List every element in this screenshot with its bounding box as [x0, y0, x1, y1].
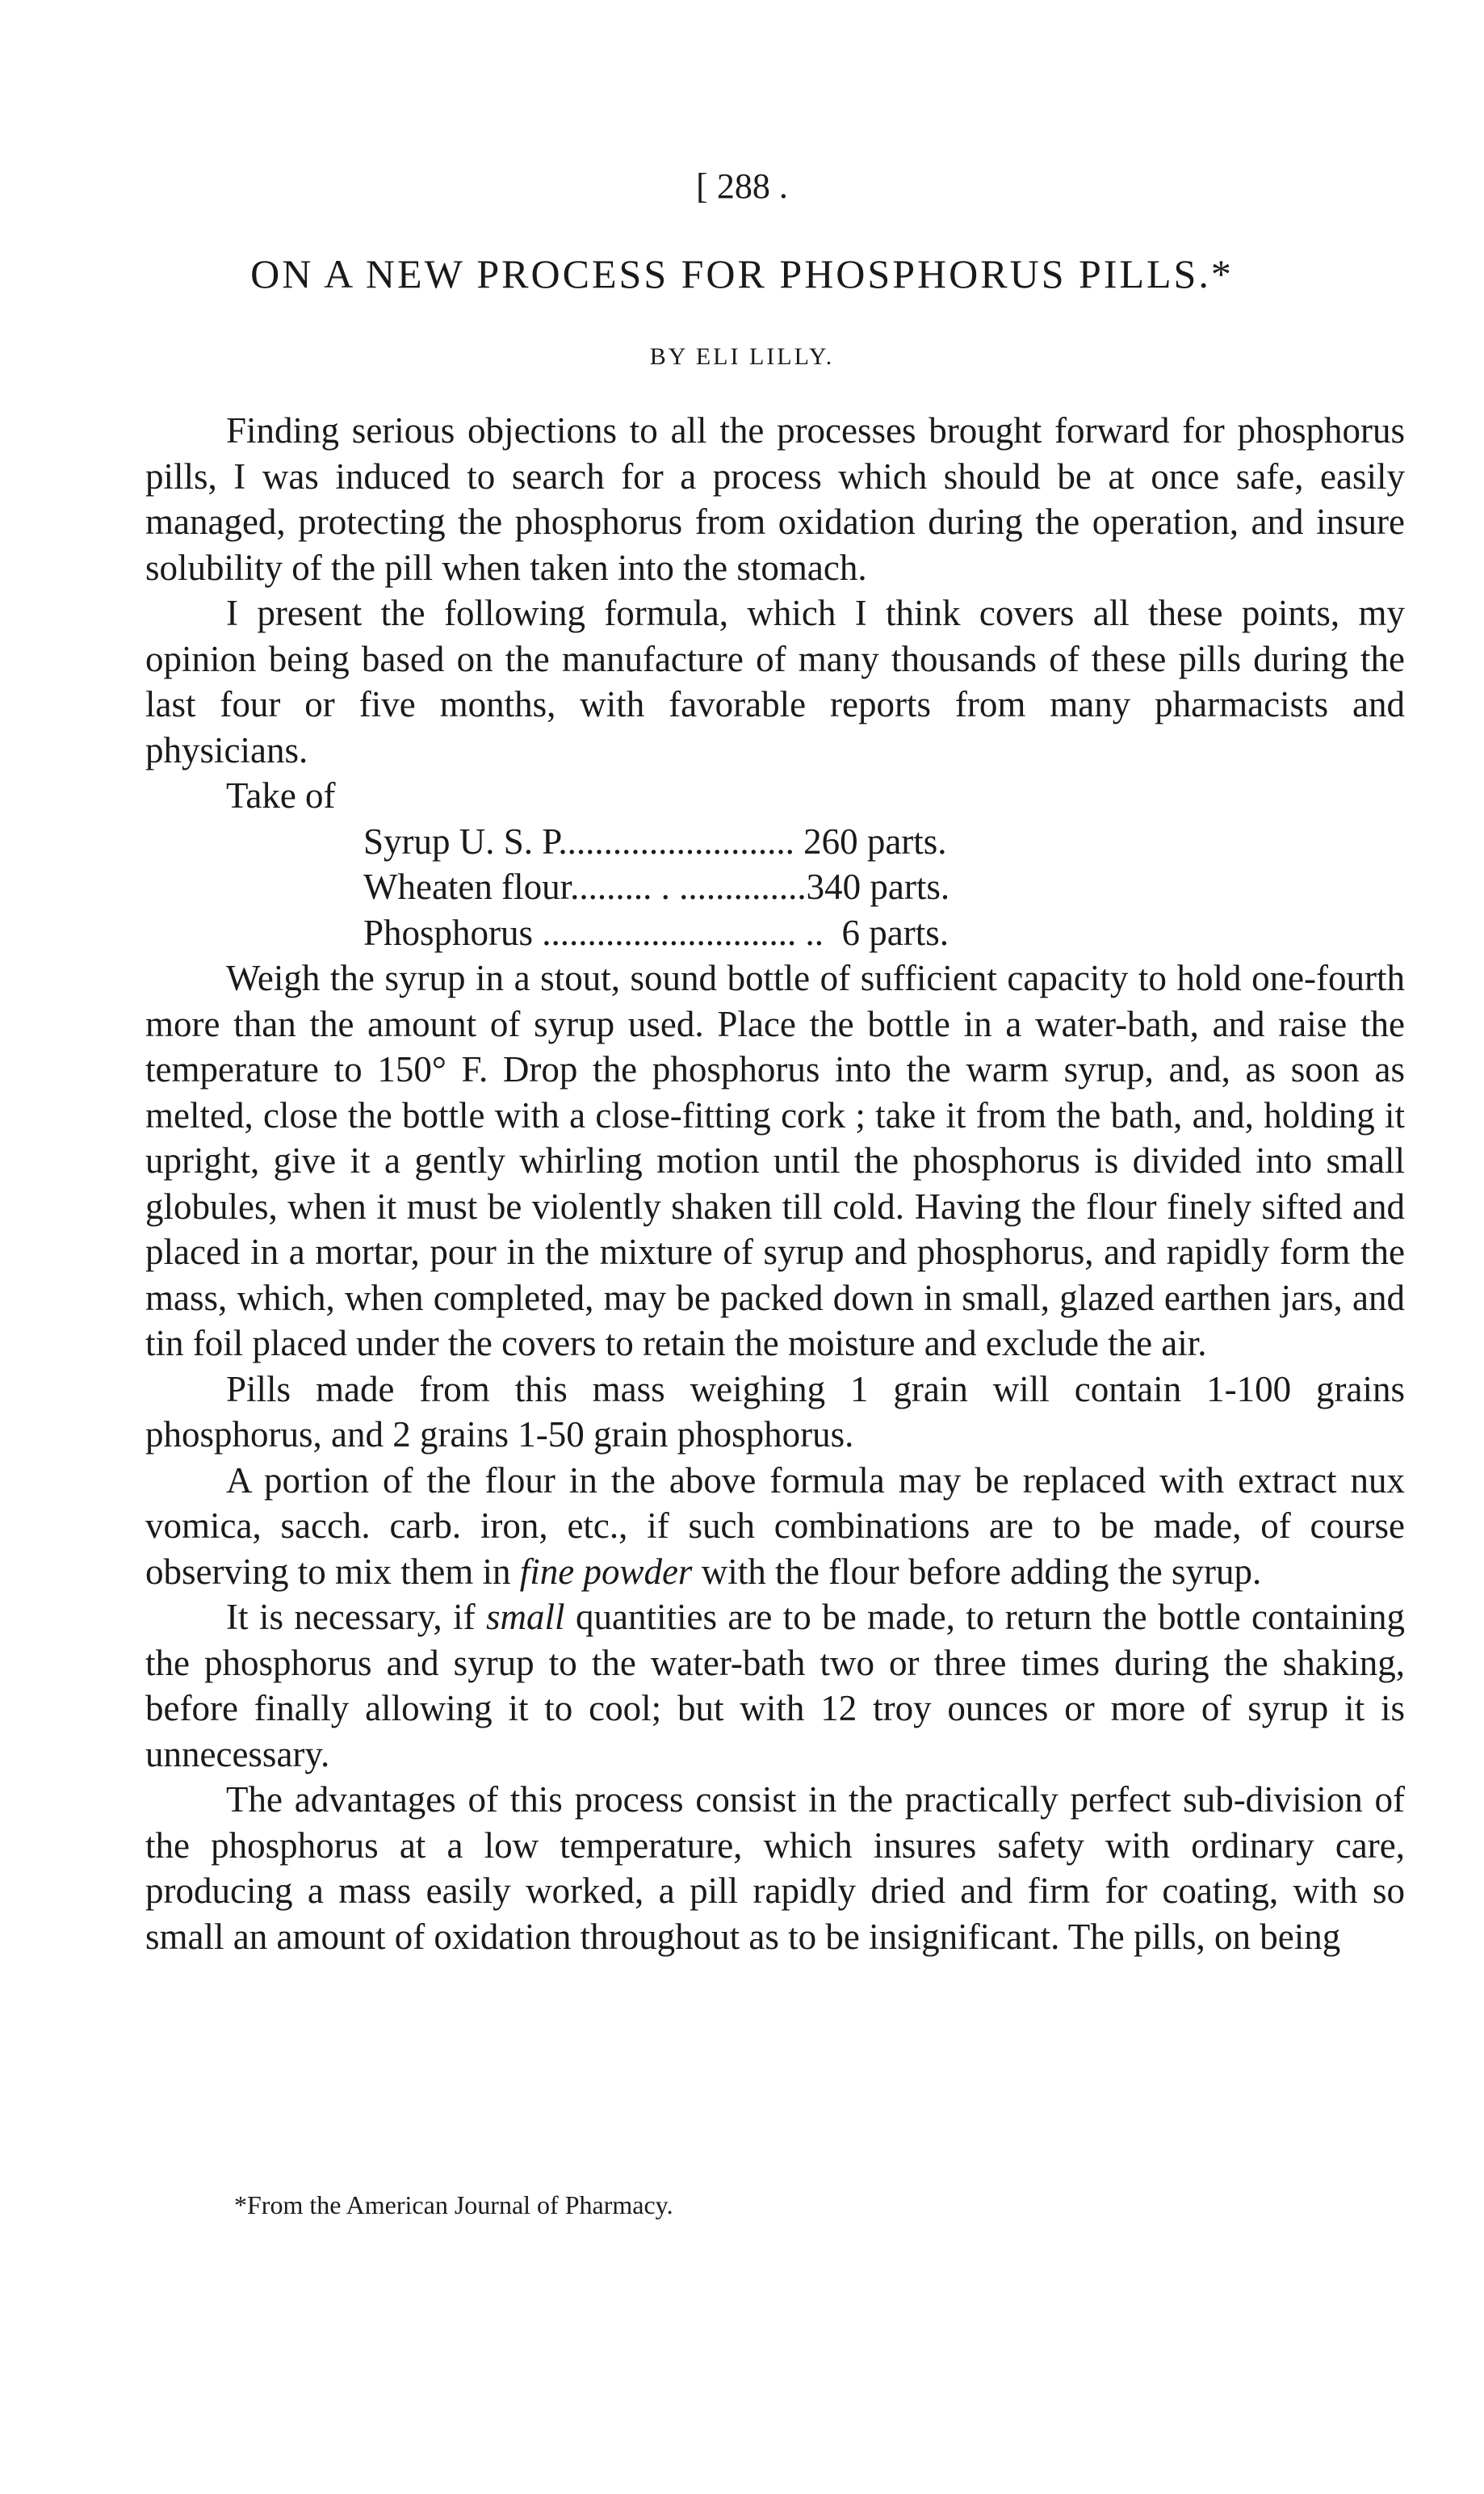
- paragraph-4: Pills made from this mass weighing 1 grain will contain 1-100 grains phosphorus, and 2 grains 1-50 grain phosphorus.: [145, 1368, 1405, 1455]
- paragraph-5: [145, 1458, 1405, 1595]
- paragraph-2: I present the following formula, which I think covers all these points, my opinion being based on the manufacture of many thousands of these pills during the last four or five months, with favorable reports from many pharmacists and physicians.: [145, 593, 1405, 770]
- byline: BY ELI LILLY.: [649, 343, 835, 370]
- paragraph-6-italic: small: [486, 1597, 565, 1637]
- article-body: [145, 408, 1405, 1959]
- footnote: *From the American Journal of Pharmacy.: [234, 2190, 673, 2219]
- paragraph-3: Weigh the syrup in a stout, sound bottle of sufficient capacity to hold one-fourth more than the amount of syrup used. Place the bottle in a water-bath, and raise the temperature to 150° F. Drop the phosphorus into the warm syrup, and, as soon as melted, close the bottle with a close-fitting cork ; take it from the bath, and, holding it upright, give it a gently whirling motion until the phosphorus is divided into small globules, when it must be violently shaken till cold. Having the flour finely sifted and placed in a mortar, pour in the mixture of syrup and phosphorus, and rapidly form the mass, which, when completed, may be packed down in small, glazed earthen jars, and tin foil placed under the covers to retain the moisture and exclude the air.: [145, 958, 1405, 1363]
- paragraph-5-text-b: with the flour before adding the syrup.: [692, 1551, 1262, 1592]
- paragraph-6-text-b: quantities are to be made, to return the bottle containing the phosphorus and syrup to the water-bath two or three times during the shaking, before finally allowing it to cool; but with 12 troy ounces or more of syrup it is unnecessary.: [145, 1597, 1405, 1774]
- page-number: [ 288 .: [696, 166, 788, 206]
- recipe-line-syrup: Syrup U. S. P.......................... 260 parts.: [363, 821, 947, 862]
- recipe-line-phosphorus: Phosphorus ............................ .. 6 parts.: [363, 912, 950, 953]
- take-of-label: Take of: [226, 775, 336, 816]
- paragraph-6-text-a: It is necessary, if: [226, 1597, 487, 1637]
- paragraph-7: The advantages of this process consist in the practically perfect sub-division of the phosphorus at a low temperature, which insures safety with ordinary care, producing a mass easily worked, a pill rapidly dried and firm for coating, with so small an amount of oxidation throughout as to be insignificant. The pills, on being: [145, 1779, 1405, 1957]
- recipe-line-flour: Wheaten flour......... . ..............340 parts.: [363, 867, 950, 907]
- paragraph-1: Finding serious objections to all the processes brought forward for phosphorus pills, I was induced to search for a process which should be at once safe, easily managed, protecting the phosphorus from oxidation during the operation, and insure solubility of the pill when taken into the stomach.: [145, 410, 1405, 588]
- recipe-list: [145, 819, 1405, 956]
- article-title: ON A NEW PROCESS FOR PHOSPHORUS PILLS.*: [250, 251, 1234, 296]
- paragraph-5-italic: fine powder: [519, 1551, 693, 1592]
- paragraph-5-text-a: A portion of the flour in the above formula may be replaced with extract nux vomica, sacch. carb. iron, etc., if such combinations are to be made, of course observing to mix them in: [145, 1459, 1405, 1592]
- paragraph-6: [145, 1594, 1405, 1777]
